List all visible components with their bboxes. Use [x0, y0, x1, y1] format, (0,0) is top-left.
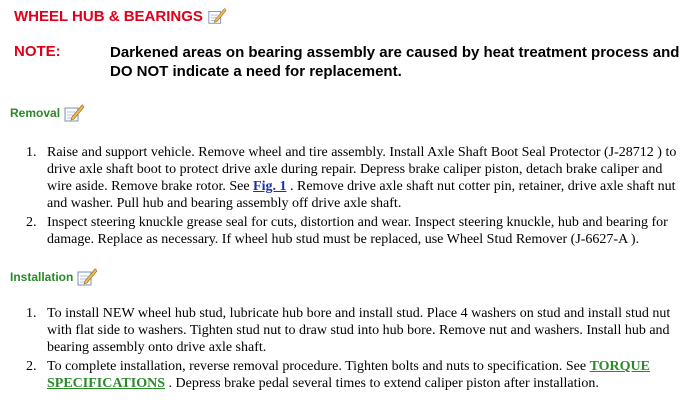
edit-note-icon[interactable] [63, 102, 85, 124]
step-text: . Remove drive axle shaft nut cotter pin, retainer, drive axle shaft nut and washer. Pull hub and bearing assembly off drive axle shaft. [47, 179, 676, 211]
list-item [0, 214, 687, 248]
removal-heading [10, 102, 85, 124]
list-item [0, 305, 687, 356]
step-text: Inspect steering knuckle grease seal for cuts, distortion and wear. Inspect steering knuckle, hub and bearing for damage. Replace as necessary. If wheel hub stud must be replaced, use Wheel Stud Remover (J-6627-A ). [47, 215, 668, 247]
torque-specifications-link[interactable]: TORQUE SPECIFICATIONS [47, 359, 650, 391]
edit-note-icon[interactable] [76, 266, 98, 288]
list-item [0, 144, 687, 212]
step-text: . Depress brake pedal several times to extend caliper piston after installation. [165, 376, 599, 391]
edit-note-icon[interactable] [207, 6, 227, 26]
installation-heading [10, 266, 98, 288]
installation-steps [0, 305, 687, 394]
page-title [14, 6, 227, 26]
figure-1-link[interactable]: Fig. 1 [253, 179, 287, 194]
step-text: To install NEW wheel hub stud, lubricate hub bore and install stud. Place 4 washers on stud and install stud nut with flat side to washers. Tighten stud nut to draw stud into hub bore. Remove nut and washers. Install hub and bearing assembly onto drive axle shaft. [47, 306, 671, 355]
step-number: 1. [26, 145, 37, 160]
step-number: 2. [26, 215, 37, 230]
installation-heading-text: Installation [10, 270, 74, 284]
note-text: Darkened areas on bearing assembly are caused by heat treatment process and DO NOT indicate a need for replacement. [110, 44, 680, 80]
removal-heading-text: Removal [10, 106, 61, 120]
step-number: 2. [26, 359, 37, 374]
step-number: 1. [26, 306, 37, 321]
list-item [0, 358, 687, 392]
step-text: Raise and support vehicle. Remove wheel and tire assembly. Install Axle Shaft Boot Seal Protector (J-28712 ) to drive axle shaft boot to protect drive axle during repair. Depress brake caliper piston, detach brake caliper and wire aside. Remove brake rotor. See [47, 145, 677, 194]
note-label: NOTE: [14, 43, 61, 60]
step-text: To complete installation, reverse removal procedure. Tighten bolts and nuts to specification. See [47, 359, 590, 374]
removal-steps [0, 144, 687, 250]
page-title-text: WHEEL HUB & BEARINGS [14, 7, 203, 25]
